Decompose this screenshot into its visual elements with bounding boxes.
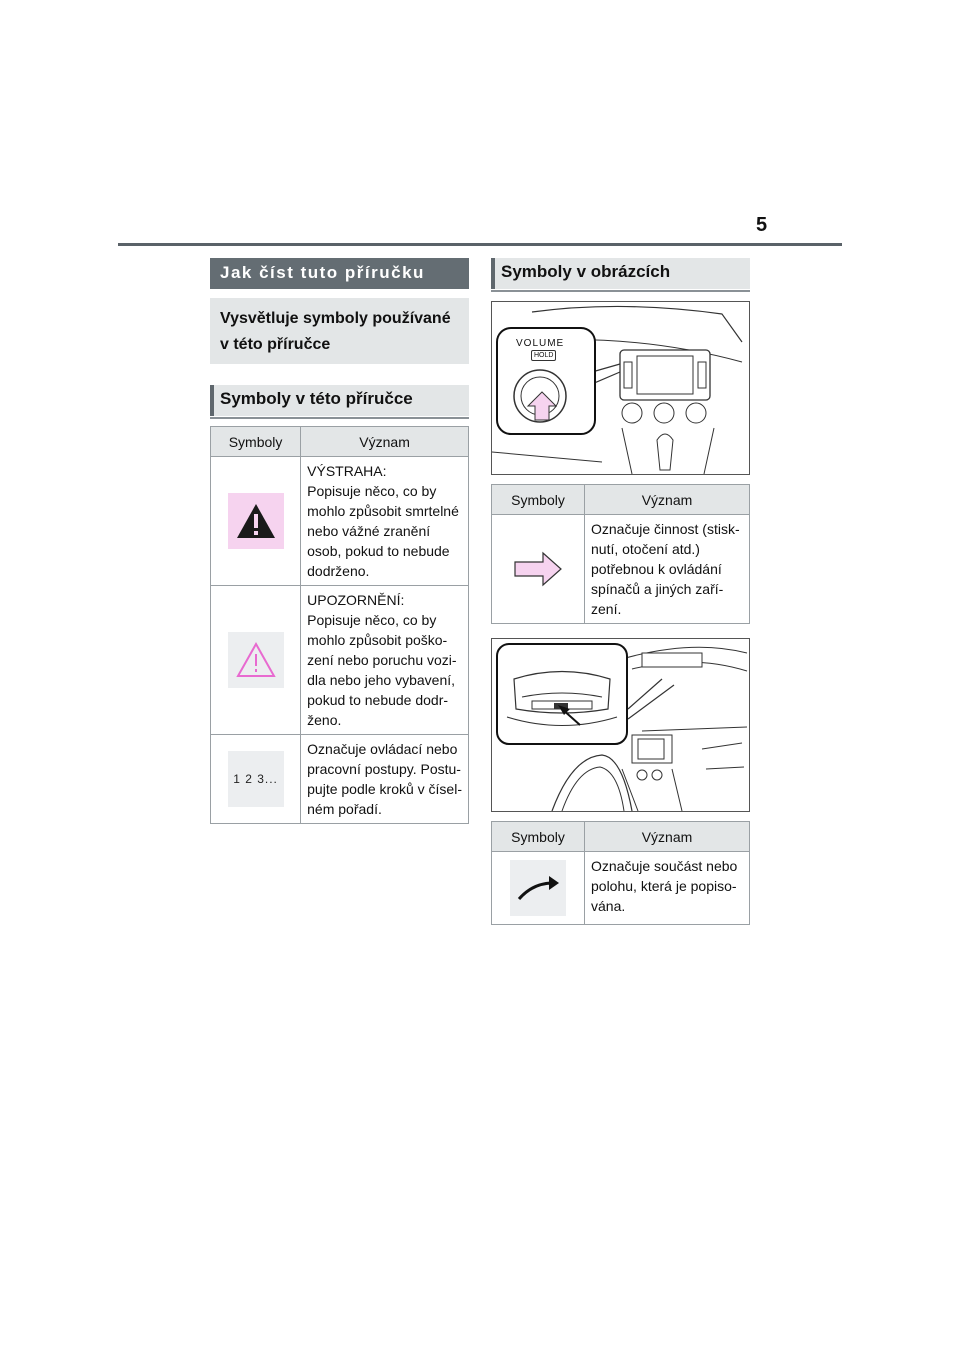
steps-123-icon: 1 2 3...: [228, 751, 284, 807]
page-number: 5: [756, 214, 768, 236]
subtitle-line: Vysvětluje symboly používané: [220, 310, 451, 327]
table-header-row: [492, 485, 750, 515]
symbols-table: [210, 426, 469, 824]
interior-pointer-figure: [491, 638, 750, 812]
table-row: [211, 457, 469, 586]
meaning-cell: VÝSTRAHA: Popisuje něco, co by mohlo způsobit smrtelné nebo vážné zranění osob, pokud to nebude dodrženo.: [301, 457, 469, 586]
column-header: Význam: [585, 822, 750, 852]
table-header-row: [211, 427, 469, 457]
subtitle-line: v této příručce: [220, 336, 331, 353]
dashboard-volume-figure: [491, 301, 750, 475]
warning-triangle-filled-icon: [228, 493, 284, 549]
meaning-cell: Označuje součást nebo polohu, která je popiso- vána.: [585, 852, 750, 925]
right-column: [491, 258, 750, 925]
section-title: Jak číst tuto příručku: [210, 258, 469, 289]
section-subtitle: [210, 298, 469, 364]
column-header: Symboly: [492, 485, 585, 515]
volume-label: VOLUME: [516, 338, 565, 349]
table-title: [210, 385, 469, 416]
pink-arrow-right-icon: [508, 541, 568, 597]
table-row: [492, 852, 750, 925]
column-header: Význam: [585, 485, 750, 515]
table-title-text: Symboly v této příručce: [220, 389, 413, 408]
table-row: [211, 735, 469, 824]
table-header-row: [492, 822, 750, 852]
column-header: Symboly: [492, 822, 585, 852]
section-title-right: [491, 258, 750, 289]
top-rule: [118, 243, 842, 246]
left-column: [210, 258, 469, 824]
hold-label: HOLD: [531, 350, 556, 361]
column-header: Symboly: [211, 427, 301, 457]
pointer-arrow-icon: [510, 860, 566, 916]
meaning-cell: UPOZORNĚNÍ: Popisuje něco, co by mohlo způsobit poško- zení nebo poruchu vozi- dla nebo jeho vybavení, pokud to nebude dodr- ženo.: [301, 586, 469, 735]
table-row: [211, 586, 469, 735]
caution-triangle-outline-icon: [228, 632, 284, 688]
section-title-right-text: Symboly v obrázcích: [501, 262, 671, 281]
meaning-cell: Označuje činnost (stisk- nutí, otočení atd.) potřebnou k ovládání spínačů a jiných zaří- zení.: [585, 515, 750, 624]
figure-symbols-table-2: [491, 821, 750, 925]
meaning-cell: Označuje ovládací nebo pracovní postupy. Postu- pujte podle kroků v čísel- ném pořadí.: [301, 735, 469, 824]
table-row: [492, 515, 750, 624]
figure-symbols-table-1: [491, 484, 750, 624]
column-header: Význam: [301, 427, 469, 457]
